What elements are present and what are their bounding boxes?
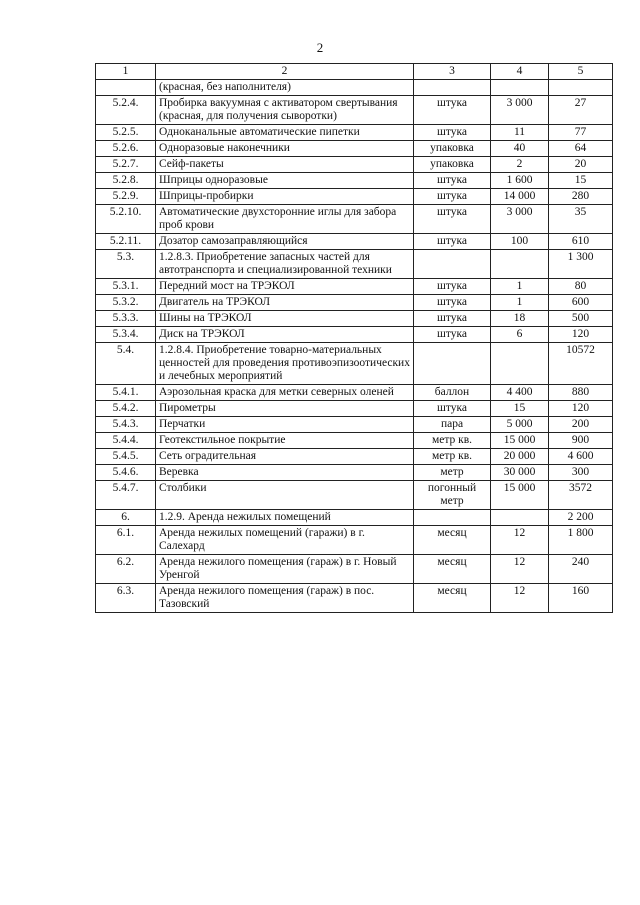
- row-amount: 610: [549, 234, 613, 250]
- row-name: Аренда нежилых помещений (гаражи) в г. Салехард: [156, 526, 414, 555]
- table-row: [96, 234, 613, 250]
- row-number: 5.3.: [96, 250, 156, 279]
- row-unit: штука: [414, 189, 491, 205]
- table-row: [96, 279, 613, 295]
- row-name: (красная, без наполнителя): [156, 80, 414, 96]
- row-unit: месяц: [414, 584, 491, 613]
- table-row: [96, 173, 613, 189]
- row-quantity: 40: [491, 141, 549, 157]
- row-amount: 4 600: [549, 449, 613, 465]
- row-quantity: 30 000: [491, 465, 549, 481]
- row-amount: 1 800: [549, 526, 613, 555]
- row-number: 5.2.10.: [96, 205, 156, 234]
- row-number: 5.3.4.: [96, 327, 156, 343]
- row-name: Перчатки: [156, 417, 414, 433]
- row-name: 1.2.8.4. Приобретение товарно-материальных ценностей для проведения противоэпизоотических и лечебных мероприятий: [156, 343, 414, 385]
- row-amount: 300: [549, 465, 613, 481]
- row-amount: 600: [549, 295, 613, 311]
- row-amount: 880: [549, 385, 613, 401]
- row-unit: [414, 510, 491, 526]
- row-number: 5.3.1.: [96, 279, 156, 295]
- table-row: [96, 80, 613, 96]
- row-number: 6.: [96, 510, 156, 526]
- row-unit: метр: [414, 465, 491, 481]
- header-cell: 2: [156, 64, 414, 80]
- row-number: 5.2.8.: [96, 173, 156, 189]
- items-table: [95, 63, 613, 613]
- row-amount: 500: [549, 311, 613, 327]
- row-unit: штука: [414, 125, 491, 141]
- row-amount: 900: [549, 433, 613, 449]
- row-unit: штука: [414, 311, 491, 327]
- row-quantity: 15 000: [491, 433, 549, 449]
- table-row: [96, 449, 613, 465]
- row-amount: 15: [549, 173, 613, 189]
- row-quantity: 20 000: [491, 449, 549, 465]
- row-quantity: 100: [491, 234, 549, 250]
- row-name: Автоматические двухсторонние иглы для забора проб крови: [156, 205, 414, 234]
- row-unit: штука: [414, 96, 491, 125]
- row-quantity: 12: [491, 555, 549, 584]
- row-quantity: 5 000: [491, 417, 549, 433]
- row-unit: [414, 343, 491, 385]
- table-row: [96, 157, 613, 173]
- row-unit: штука: [414, 234, 491, 250]
- row-number: 6.2.: [96, 555, 156, 584]
- row-amount: 27: [549, 96, 613, 125]
- row-unit: штука: [414, 401, 491, 417]
- row-quantity: 1: [491, 279, 549, 295]
- table-row: [96, 526, 613, 555]
- row-quantity: 15 000: [491, 481, 549, 510]
- row-number: 5.4.5.: [96, 449, 156, 465]
- row-name: Одноразовые наконечники: [156, 141, 414, 157]
- table-row: [96, 401, 613, 417]
- row-amount: 64: [549, 141, 613, 157]
- row-name: 1.2.9. Аренда нежилых помещений: [156, 510, 414, 526]
- row-amount: 77: [549, 125, 613, 141]
- row-name: Сейф-пакеты: [156, 157, 414, 173]
- header-cell: 3: [414, 64, 491, 80]
- row-name: Аренда нежилого помещения (гараж) в пос. Тазовский: [156, 584, 414, 613]
- row-amount: 240: [549, 555, 613, 584]
- table-row: [96, 250, 613, 279]
- table-row: [96, 584, 613, 613]
- row-name: Двигатель на ТРЭКОЛ: [156, 295, 414, 311]
- row-unit: баллон: [414, 385, 491, 401]
- row-number: 5.2.6.: [96, 141, 156, 157]
- row-name: Диск на ТРЭКОЛ: [156, 327, 414, 343]
- row-unit: [414, 80, 491, 96]
- row-number: 5.4.6.: [96, 465, 156, 481]
- row-unit: [414, 250, 491, 279]
- row-quantity: 1: [491, 295, 549, 311]
- row-number: 5.4.2.: [96, 401, 156, 417]
- table-row: [96, 433, 613, 449]
- row-amount: 1 300: [549, 250, 613, 279]
- table-row: [96, 125, 613, 141]
- row-unit: штука: [414, 173, 491, 189]
- row-unit: метр кв.: [414, 433, 491, 449]
- table-row: [96, 295, 613, 311]
- row-amount: 3572: [549, 481, 613, 510]
- row-quantity: 11: [491, 125, 549, 141]
- row-quantity: [491, 250, 549, 279]
- row-amount: [549, 80, 613, 96]
- row-name: Шины на ТРЭКОЛ: [156, 311, 414, 327]
- page-number: 2: [316, 40, 324, 55]
- table-row: [96, 189, 613, 205]
- row-number: 6.1.: [96, 526, 156, 555]
- row-amount: 160: [549, 584, 613, 613]
- table-row: [96, 510, 613, 526]
- row-name: Одноканальные автоматические пипетки: [156, 125, 414, 141]
- row-name: Аренда нежилого помещения (гараж) в г. Новый Уренгой: [156, 555, 414, 584]
- row-quantity: [491, 343, 549, 385]
- header-cell: 5: [549, 64, 613, 80]
- row-quantity: 14 000: [491, 189, 549, 205]
- row-name: Веревка: [156, 465, 414, 481]
- row-number: 5.3.3.: [96, 311, 156, 327]
- row-amount: 35: [549, 205, 613, 234]
- row-quantity: [491, 80, 549, 96]
- row-unit: упаковка: [414, 141, 491, 157]
- row-number: 5.4.4.: [96, 433, 156, 449]
- header-cell: 1: [96, 64, 156, 80]
- row-number: 5.2.9.: [96, 189, 156, 205]
- row-number: 5.2.11.: [96, 234, 156, 250]
- row-quantity: [491, 510, 549, 526]
- table-row: [96, 481, 613, 510]
- row-amount: 80: [549, 279, 613, 295]
- row-name: Аэрозольная краска для метки северных оленей: [156, 385, 414, 401]
- row-name: Шприцы-пробирки: [156, 189, 414, 205]
- table-row: [96, 96, 613, 125]
- row-name: Пирометры: [156, 401, 414, 417]
- table-row: [96, 343, 613, 385]
- table-row: [96, 327, 613, 343]
- row-number: 5.4.: [96, 343, 156, 385]
- row-unit: месяц: [414, 526, 491, 555]
- table-row: [96, 141, 613, 157]
- row-unit: метр кв.: [414, 449, 491, 465]
- row-name: Столбики: [156, 481, 414, 510]
- row-quantity: 6: [491, 327, 549, 343]
- row-number: 6.3.: [96, 584, 156, 613]
- table-row: [96, 417, 613, 433]
- table-row: [96, 385, 613, 401]
- row-number: 5.4.3.: [96, 417, 156, 433]
- row-unit: месяц: [414, 555, 491, 584]
- row-unit: штука: [414, 205, 491, 234]
- table-header-row: [96, 64, 613, 80]
- row-amount: 2 200: [549, 510, 613, 526]
- row-number: [96, 80, 156, 96]
- row-unit: погонный метр: [414, 481, 491, 510]
- row-amount: 120: [549, 327, 613, 343]
- row-amount: 200: [549, 417, 613, 433]
- row-number: 5.4.7.: [96, 481, 156, 510]
- row-amount: 120: [549, 401, 613, 417]
- row-unit: пара: [414, 417, 491, 433]
- row-quantity: 12: [491, 526, 549, 555]
- row-amount: 10572: [549, 343, 613, 385]
- row-quantity: 18: [491, 311, 549, 327]
- row-number: 5.2.5.: [96, 125, 156, 141]
- row-number: 5.2.7.: [96, 157, 156, 173]
- row-name: Шприцы одноразовые: [156, 173, 414, 189]
- row-name: Передний мост на ТРЭКОЛ: [156, 279, 414, 295]
- row-name: Дозатор самозаправляющийся: [156, 234, 414, 250]
- row-quantity: 15: [491, 401, 549, 417]
- row-amount: 280: [549, 189, 613, 205]
- row-number: 5.3.2.: [96, 295, 156, 311]
- row-quantity: 3 000: [491, 96, 549, 125]
- row-quantity: 2: [491, 157, 549, 173]
- table-row: [96, 205, 613, 234]
- row-name: Пробирка вакуумная с активатором свертывания (красная, для получения сыворотки): [156, 96, 414, 125]
- table-row: [96, 555, 613, 584]
- row-unit: штука: [414, 327, 491, 343]
- row-quantity: 12: [491, 584, 549, 613]
- row-unit: штука: [414, 295, 491, 311]
- row-name: Геотекстильное покрытие: [156, 433, 414, 449]
- table-row: [96, 311, 613, 327]
- row-unit: штука: [414, 279, 491, 295]
- row-name: 1.2.8.3. Приобретение запасных частей для автотранспорта и специализированной техники: [156, 250, 414, 279]
- row-quantity: 1 600: [491, 173, 549, 189]
- row-name: Сеть оградительная: [156, 449, 414, 465]
- row-quantity: 4 400: [491, 385, 549, 401]
- row-unit: упаковка: [414, 157, 491, 173]
- row-number: 5.4.1.: [96, 385, 156, 401]
- row-number: 5.2.4.: [96, 96, 156, 125]
- row-amount: 20: [549, 157, 613, 173]
- header-cell: 4: [491, 64, 549, 80]
- row-quantity: 3 000: [491, 205, 549, 234]
- table-row: [96, 465, 613, 481]
